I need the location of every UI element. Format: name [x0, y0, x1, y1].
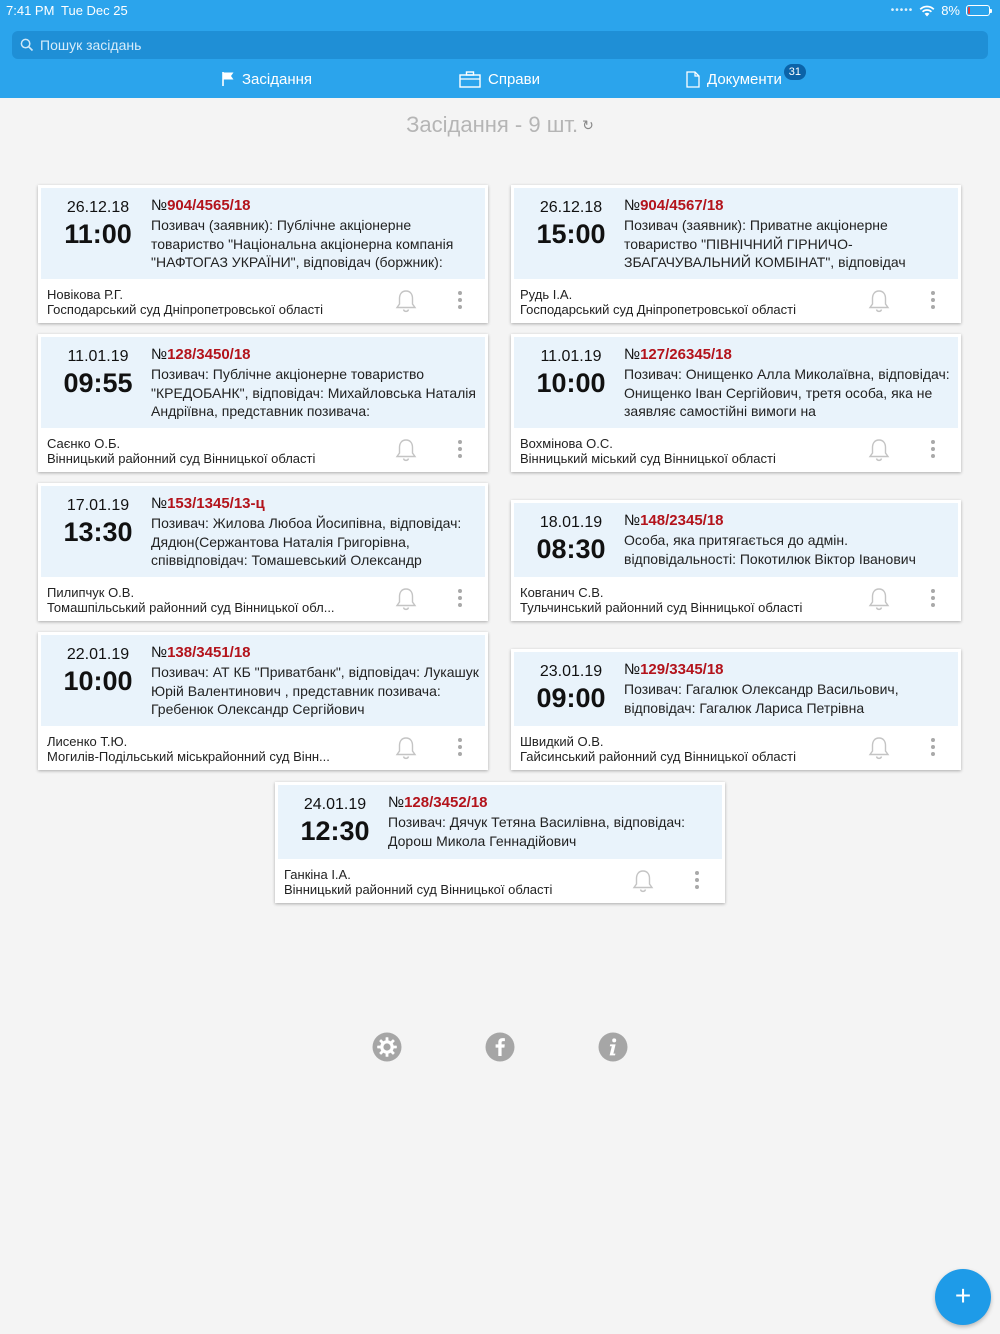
search-bar[interactable] [12, 31, 988, 59]
court-name: Вінницький міський суд Вінницької області [520, 451, 776, 466]
judge-name: Саєнко О.Б. [47, 436, 121, 451]
tab-cases-label: Справи [488, 70, 540, 88]
case-description: Особа, яка притягається до адмін. відповідальності: Покотилюк Віктор Іванович [624, 532, 916, 567]
card-header [514, 652, 958, 726]
more-options-icon[interactable] [456, 738, 464, 758]
court-name: Тульчинський районний суд Вінницької області [520, 600, 803, 615]
case-description: Позивач: Жилова Любоа Йосипівна, відповідач: Дядюн(Сержантова Наталія Григорівна, співвідповідач: Томашевський Олександр [151, 515, 462, 568]
judge-name: Ковганич С.В. [520, 585, 604, 600]
hearing-time: 10:00 [63, 666, 133, 696]
card-header [41, 486, 485, 577]
card-header [41, 337, 485, 428]
court-name: Вінницький районний суд Вінницької області [47, 451, 316, 466]
case-number[interactable] [624, 346, 732, 363]
tab-hearings-label: Засідання [242, 70, 313, 88]
hearing-card[interactable] [275, 782, 725, 903]
court-name: Могилів-Подільський міськрайонний суд Вінн... [47, 749, 330, 764]
battery-level [968, 7, 970, 14]
judge-name: Рудь І.А. [520, 287, 573, 302]
tab-documents[interactable] [686, 66, 802, 92]
case-number-prefix: № [151, 346, 168, 363]
case-description: Позивач (заявник): Приватне акціонерне товариство "ПІВНІЧНИЙ ГІРНИЧО-ЗБАГАЧУВАЛЬНИЙ КОМБІНАТ", відповідач [624, 217, 906, 270]
hearing-card[interactable] [38, 632, 488, 770]
bell-icon[interactable] [395, 289, 417, 313]
tab-documents-label: Документи [707, 70, 782, 88]
case-description: Позивач (заявник): Публічне акціонерне товариство "Національна акціонерна компанія "НАФТОГАЗ УКРАЇНИ", відповідач (боржник): [151, 217, 454, 270]
status-time: 7:41 PM [6, 3, 55, 18]
card-header [514, 337, 958, 428]
search-icon [20, 38, 34, 52]
hearing-date: 11.01.19 [540, 348, 602, 365]
card-footer [275, 859, 725, 903]
document-icon [686, 71, 700, 88]
info-icon[interactable] [598, 1032, 628, 1062]
case-number[interactable] [388, 794, 488, 811]
hearing-date: 24.01.19 [303, 796, 367, 813]
card-footer [38, 726, 488, 770]
top-bar [0, 0, 1000, 98]
hearing-time: 09:00 [536, 683, 606, 713]
card-header [514, 188, 958, 279]
hearing-card[interactable] [511, 185, 961, 323]
bell-icon[interactable] [632, 869, 654, 893]
court-name: Томашпільський районний суд Вінницької обл... [47, 600, 335, 615]
facebook-icon[interactable] [485, 1032, 515, 1062]
case-number-prefix: № [624, 197, 641, 214]
more-options-icon[interactable] [929, 291, 937, 311]
case-number-prefix: № [388, 794, 405, 811]
judge-name: Лисенко Т.Ю. [47, 734, 128, 749]
battery-percent: 8% [941, 3, 960, 18]
case-number-value: 129/3345/18 [640, 661, 724, 678]
signal-dots-icon: ••••• [890, 5, 914, 16]
judge-name: Вохмінова О.С. [520, 436, 613, 451]
court-name: Господарський суд Дніпропетровської області [47, 302, 323, 317]
status-date: Tue Dec 25 [61, 3, 128, 18]
case-number[interactable] [624, 197, 724, 214]
card-footer [511, 279, 961, 323]
case-number-prefix: № [624, 346, 641, 363]
hearing-time: 10:00 [536, 368, 606, 398]
case-number-value: 127/26345/18 [640, 346, 732, 363]
hearing-date: 18.01.19 [539, 514, 603, 531]
tab-bar [0, 66, 1000, 94]
case-number-prefix: № [151, 644, 168, 661]
bell-icon[interactable] [868, 587, 890, 611]
case-number[interactable] [624, 512, 724, 529]
case-number-value: 153/1345/13-ц [167, 495, 265, 512]
page-title [0, 112, 1000, 138]
add-hearing-button[interactable]: + [935, 1269, 991, 1325]
more-options-icon[interactable] [929, 440, 937, 460]
more-options-icon[interactable] [456, 440, 464, 460]
case-description: Позивач: Дячук Тетяна Василівна, відповідач: Дорош Микола Геннадійович [388, 814, 686, 849]
case-description: Позивач: Публічне акціонерне товариство "КРЕДОБАНК", відповідач: Михайловська Наталія Андріївна, представник позивача: [151, 366, 476, 419]
hearing-time: 15:00 [536, 219, 606, 249]
case-number[interactable] [151, 495, 265, 512]
briefcase-icon [459, 71, 481, 88]
hearing-card[interactable] [38, 334, 488, 472]
case-number-prefix: № [151, 197, 168, 214]
case-description: Позивач: Онищенко Алла Миколаївна, відповідач: Онищенко Іван Сергійович, третя особа, яка не заявляє самостійні вимоги на [624, 366, 950, 419]
gear-icon[interactable] [372, 1032, 402, 1062]
judge-name: Пилипчук О.В. [47, 585, 135, 600]
court-name: Вінницький районний суд Вінницької області [284, 882, 553, 897]
page-title-text: Засідання - 9 шт. [406, 112, 579, 137]
card-footer [38, 279, 488, 323]
case-number-value: 904/4567/18 [640, 197, 724, 214]
hearing-card[interactable] [511, 334, 961, 472]
card-footer [511, 577, 961, 621]
more-options-icon[interactable] [693, 871, 701, 891]
more-options-icon[interactable] [929, 589, 937, 609]
hearing-card[interactable] [511, 500, 961, 621]
refresh-icon[interactable]: ↻ [582, 117, 594, 133]
more-options-icon[interactable] [456, 589, 464, 609]
tab-hearings[interactable] [221, 66, 312, 92]
case-number-value: 904/4565/18 [167, 197, 251, 214]
hearing-date: 22.01.19 [66, 646, 130, 663]
bell-icon[interactable] [395, 438, 417, 462]
case-number-value: 128/3450/18 [167, 346, 251, 363]
case-number[interactable] [151, 346, 251, 363]
hearing-time: 09:55 [63, 368, 133, 398]
card-header [41, 188, 485, 279]
more-options-icon[interactable] [456, 291, 464, 311]
bell-icon[interactable] [868, 736, 890, 760]
case-number-prefix: № [624, 512, 641, 529]
search-input[interactable] [40, 37, 940, 53]
card-header [514, 503, 958, 577]
more-options-icon[interactable] [929, 738, 937, 758]
case-number-value: 128/3452/18 [404, 794, 488, 811]
card-header [41, 635, 485, 726]
hearing-time: 11:00 [64, 219, 132, 249]
hearing-date: 23.01.19 [539, 663, 603, 680]
court-name: Гайсинський районний суд Вінницької області [520, 749, 796, 764]
bell-icon[interactable] [395, 736, 417, 760]
hearing-date: 11.01.19 [67, 348, 129, 365]
tab-cases[interactable] [459, 66, 540, 92]
wifi-icon [919, 5, 935, 17]
hearing-time: 13:30 [63, 517, 133, 547]
card-footer [511, 726, 961, 770]
bell-icon[interactable] [868, 289, 890, 313]
documents-count-badge: 31 [784, 64, 806, 80]
case-description: Позивач: АТ КБ "Приватбанк", відповідач: Лукашук Юрій Валентинович , представник позивача: Гребенюк Олександр Сергійович [151, 664, 479, 717]
case-number-prefix: № [624, 661, 641, 678]
status-bar [0, 0, 1000, 22]
case-number-value: 148/2345/18 [640, 512, 724, 529]
bell-icon[interactable] [868, 438, 890, 462]
hearing-date: 17.01.19 [66, 497, 130, 514]
judge-name: Новікова Р.Г. [47, 287, 123, 302]
court-name: Господарський суд Дніпропетровської області [520, 302, 796, 317]
battery-icon [966, 5, 990, 16]
card-footer [38, 577, 488, 621]
case-number[interactable] [624, 661, 724, 678]
case-number-value: 138/3451/18 [167, 644, 251, 661]
hearing-date: 26.12.18 [66, 199, 130, 216]
flag-icon [221, 71, 235, 87]
hearing-time: 12:30 [300, 816, 370, 846]
judge-name: Ганкіна І.А. [284, 867, 351, 882]
judge-name: Швидкий О.В. [520, 734, 604, 749]
bell-icon[interactable] [395, 587, 417, 611]
card-footer [38, 428, 488, 472]
hearing-card[interactable] [511, 649, 961, 770]
hearing-card[interactable] [38, 483, 488, 621]
case-number-prefix: № [151, 495, 168, 512]
hearing-date: 26.12.18 [539, 199, 603, 216]
status-right [891, 3, 990, 18]
case-number[interactable] [151, 644, 251, 661]
case-description: Позивач: Гагалюк Олександр Васильович, відповідач: Гагалюк Лариса Петрівна [624, 681, 899, 716]
case-number[interactable] [151, 197, 251, 214]
card-header [278, 785, 722, 859]
hearing-time: 08:30 [536, 534, 606, 564]
card-footer [511, 428, 961, 472]
hearing-card[interactable] [38, 185, 488, 323]
